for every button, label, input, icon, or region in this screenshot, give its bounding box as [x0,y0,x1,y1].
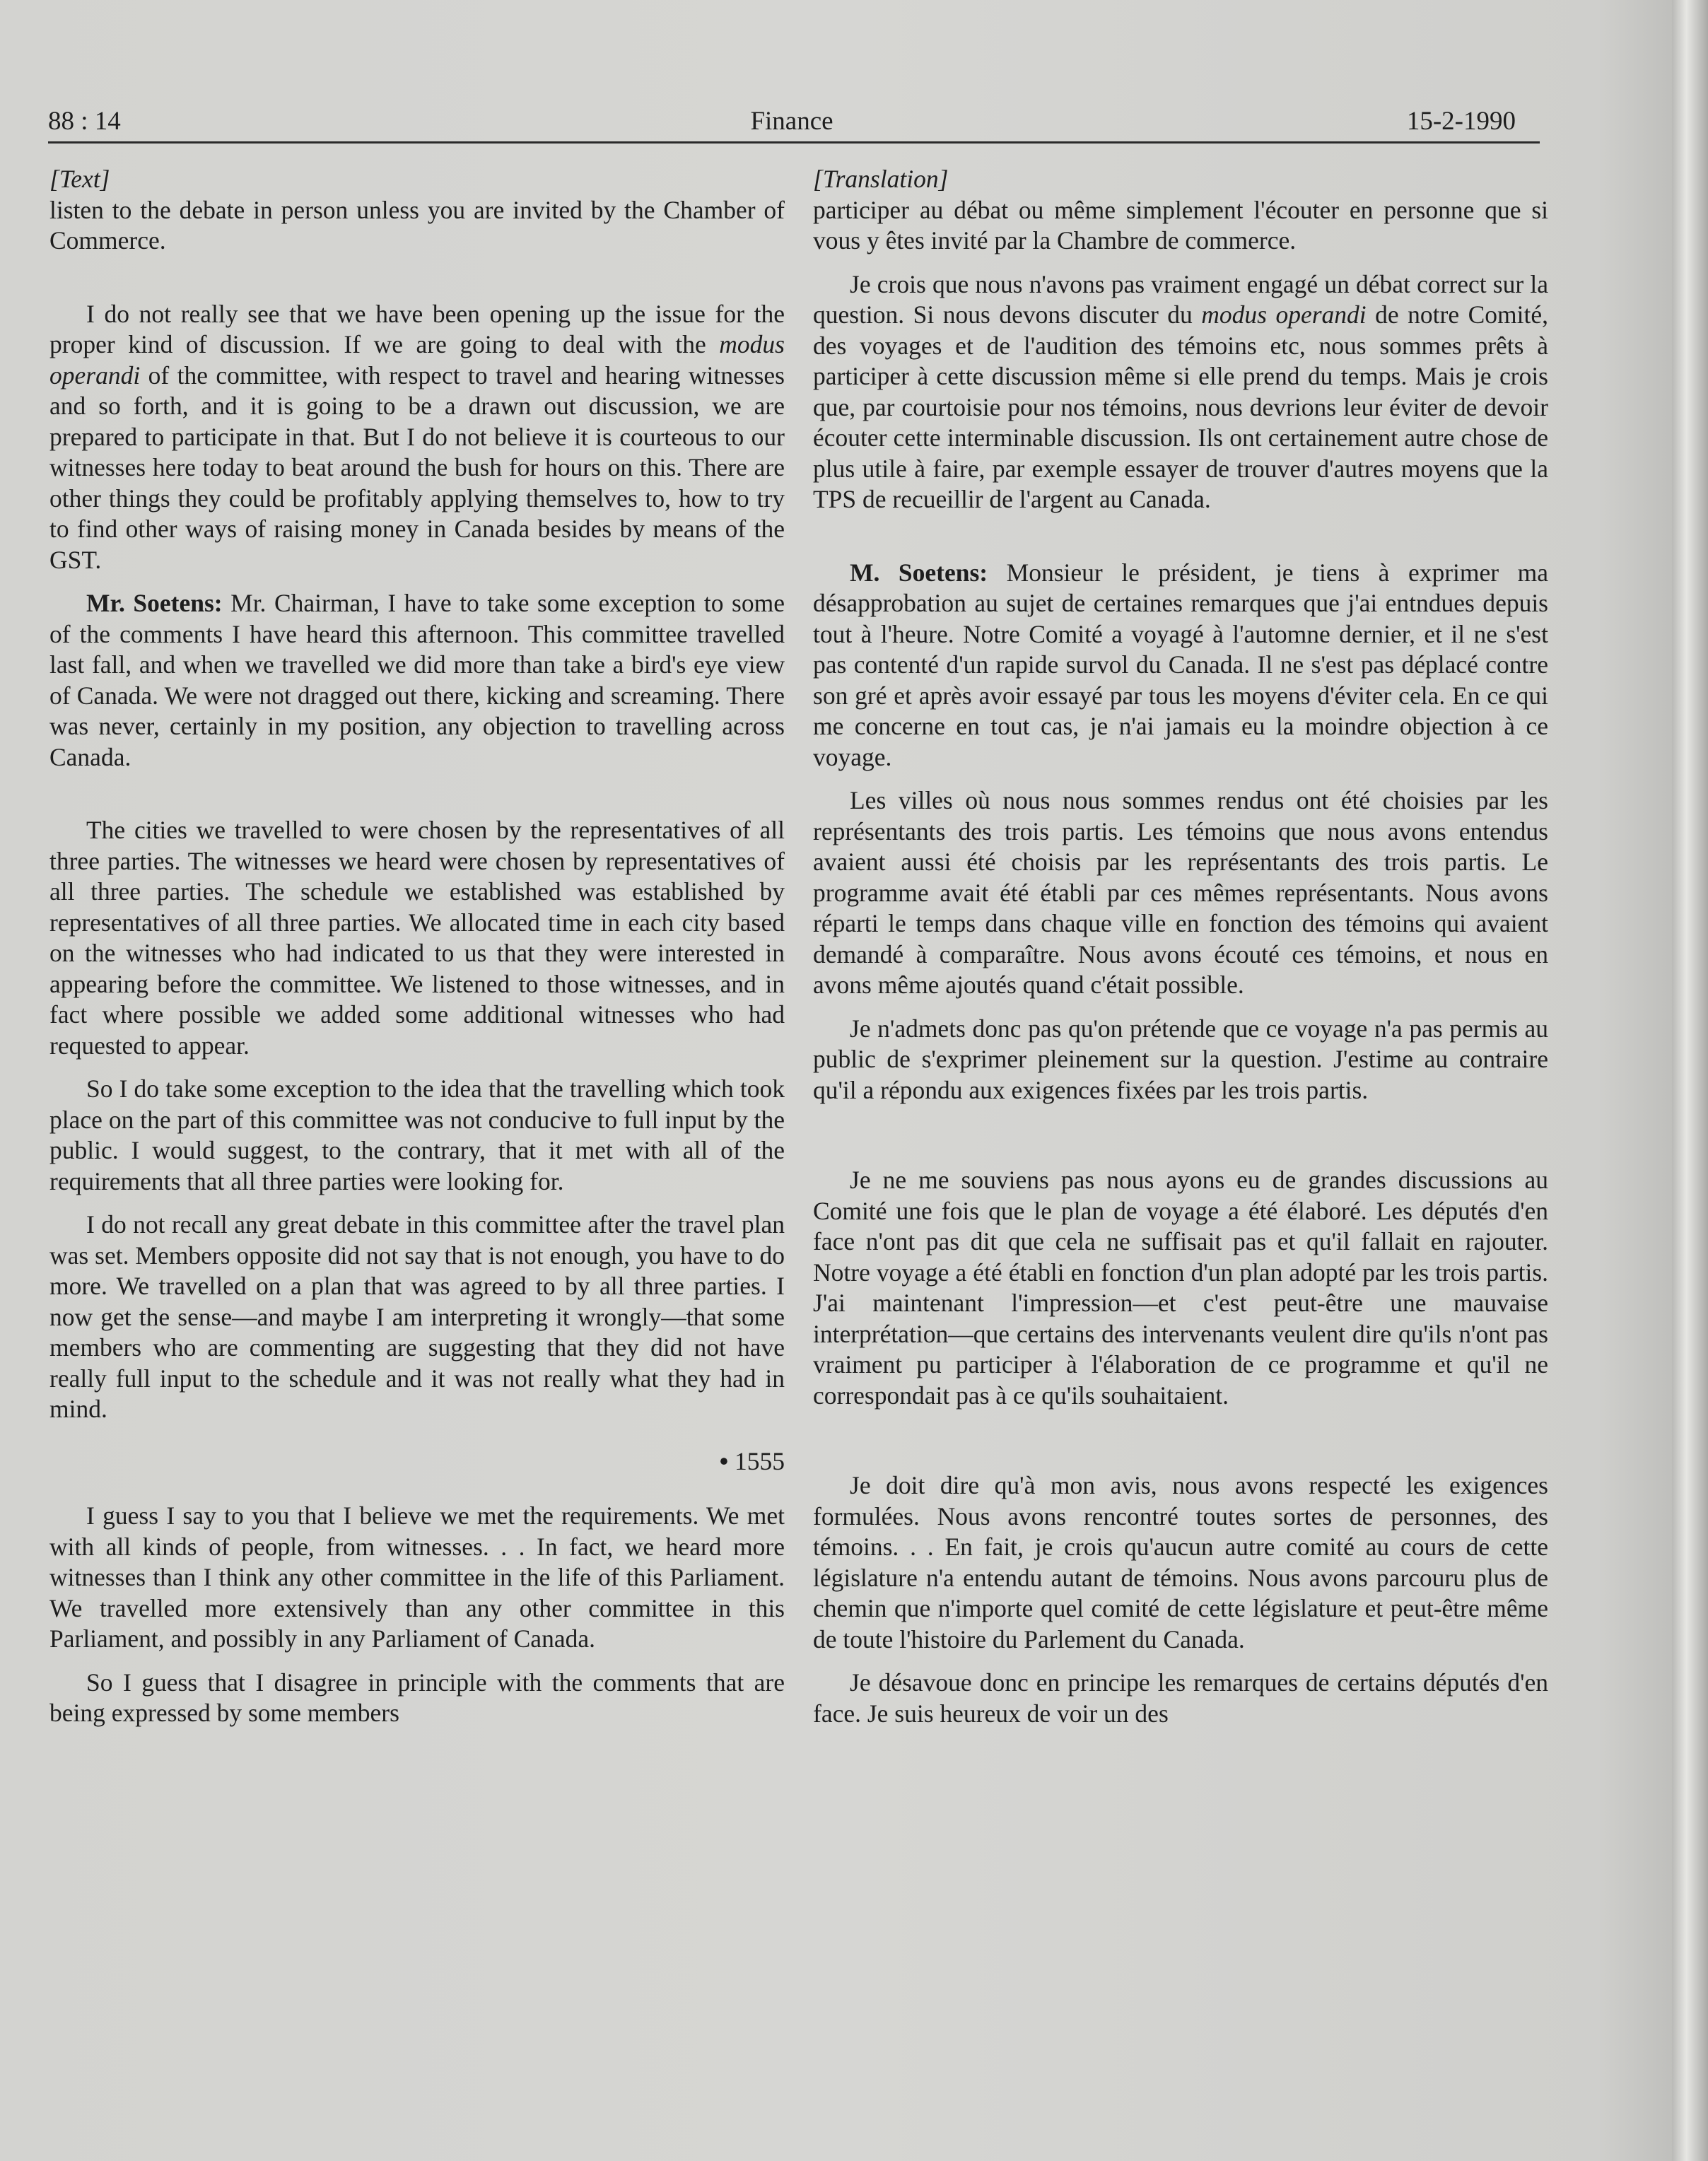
speaker-name: M. Soetens: [850,558,988,587]
paragraph: I do not recall any great debate in this committee after the travel plan was set. Members opposite did not say that is not enough, you have to do more. We travelled on a plan that was agreed to by all three parties. I now get the sense—and maybe I am interpreting it wrongly—that some members who are commenting are suggesting that they did not have really full input to the schedule and it was not really what they had in mind. [49,1210,785,1423]
french-column [813,164,1548,1742]
book-spine-edge [1672,0,1708,2161]
time-marker: • 1555 [719,1446,785,1475]
paragraph: Je ne me souviens pas nous ayons eu de grandes discussions au Comité une fois que le plan de voyage a été élaboré. Les députés d'en face n'ont pas dit que cela ne suffisait pas et qu'il fallait en rajouter. Notre voyage a été établi en fonction d'un plan adopté par les trois partis. J'ai maintenant l'impression—et c'est peut-être une mauvaise interprétation—que certains des intervenants veulent dire qu'ils n'ont pas vraiment pu participer à l'élaboration de ce programme et qu'il ne correspondait pas à ce qu'ils souhaitaient. [813,1166,1548,1410]
paragraph: The cities we travelled to were chosen by the representatives of all three parties. The witnesses we heard were chosen by representatives of all three parties. The schedule we established was established by representatives of all three parties. We allocated time in each city based on the witnesses who had indicated to us that they were interested in appearing before the committee. We listened to those witnesses, and in fact where possible we added some additional witnesses who had requested to appear. [49,816,785,1060]
speaker-paragraph: Mr. Soetens: Mr. Chairman, I have to take some exception to some of the comments I have heard this afternoon. This committee travelled last fall, and when we travelled we did more than take a bird's eye view of Canada. We were not dragged out there, kicking and screaming. There was never, certainly in my position, any objection to travelling across Canada. [49,589,785,771]
paragraph: Je doit dire qu'à mon avis, nous avons respecté les exigences formulées. Nous avons rencontré toutes sortes de personnes, des témoins. . . En fait, je crois qu'aucun autre comité au cours de cette législature n'a entendu autant de témoins. Nous avons parcouru plus de chemin que n'importe quel comité de cette législature et peut-être même de toute l'histoire du Parlement du Canada. [813,1471,1548,1653]
paragraph: participer au débat ou même simplement l'écouter en personne que si vous y êtes invité par la Chambre de commerce. [813,195,1548,254]
emphasis: modus operandi [49,330,785,390]
paragraph: So I do take some exception to the idea that the travelling which took place on the part of this committee was not conducive to full input by the public. I would suggest, to the contrary, that it met with all of the requirements that all three parties were looking for. [49,1074,785,1195]
speaker-name: Mr. Soetens: [86,589,223,617]
paragraph: Je crois que nous n'avons pas vraiment engagé un débat correct sur la question. Si nous devons discuter du modus operandi de notre Comité, des voyages et de l'audition des témoins etc, nous sommes prêts à participer à cette discussion même si elle prend du temps. Mais je crois que, par courtoisie pour nos témoins, nous devrions leur éviter de devoir écouter cette interminable discussion. Ils ont certainement autre chose de plus utile à faire, par exemple essayer de trouver d'autres moyens que la TPS de recueillir de l'argent au Canada. [813,269,1548,513]
paragraph: Je désavoue donc en principe les remarques de certains députés d'en face. Je suis heureux de voir un des [813,1668,1548,1728]
text-tag: [Text] [49,165,110,193]
paragraph: Les villes où nous nous sommes rendus ont été choisies par les représentants des trois partis. Les témoins que nous avons entendus avaient aussi été choisis par les représentants des trois partis. Le programme avait été établi par ces mêmes représentants. Nous avons réparti le temps dans chaque ville en fonction des témoins qui avaient demandé à comparaître. Nous avons écouté ces témoins, et nous en avons même ajoutés quand c'était possible. [813,786,1548,999]
english-column [49,164,785,1742]
translation-tag: [Translation] [813,165,949,193]
emphasis: modus operandi [1201,300,1367,329]
paragraph: I do not really see that we have been opening up the issue for the proper kind of discussion. If we are going to deal with the modus operandi of the committee, with respect to travel and hearing witnesses and so forth, and it is going to be a drawn out discussion, we are prepared to participate in that. But I do not believe it is courteous to our witnesses here today to beat around the bush for hours on this. There are other things they could be profitably applying themselves to, how to try to find other ways of raising money in Canada besides by means of the GST. [49,299,785,574]
page-date: 15-2-1990 [1406,107,1516,136]
page-number: 88 : 14 [48,107,121,136]
header-rule [48,141,1540,144]
speaker-paragraph: M. Soetens: Monsieur le président, je tiens à exprimer ma désapprobation au sujet de certaines remarques que j'ai entndues depuis tout à l'heure. Notre Comité a voyagé à l'automne dernier, et il ne s'est pas contenté d'un rapide survol du Canada. Il ne s'est pas déplacé contre son gré et après avoir essayé par tous les moyens d'éviter cela. En ce qui me concerne en tout cas, je n'ai jamais eu la moindre objection à ce voyage. [813,558,1548,771]
paragraph: listen to the debate in person unless you are invited by the Chamber of Commerce. [49,195,785,254]
paragraph: I guess I say to you that I believe we met the requirements. We met with all kinds of people, from witnesses. . . In fact, we heard more witnesses than I think any other committee in the life of this Parliament. We travelled more extensively than any other committee in this Parliament, and possibly in any Parliament of Canada. [49,1501,785,1653]
page-title: Finance [750,107,833,136]
paragraph: Je n'admets donc pas qu'on prétende que ce voyage n'a pas permis au public de s'exprimer pleinement sur la question. J'estime au contraire qu'il a répondu aux exigences fixées par les trois partis. [813,1014,1548,1104]
paragraph: So I guess that I disagree in principle with the comments that are being expressed by some members [49,1668,785,1727]
